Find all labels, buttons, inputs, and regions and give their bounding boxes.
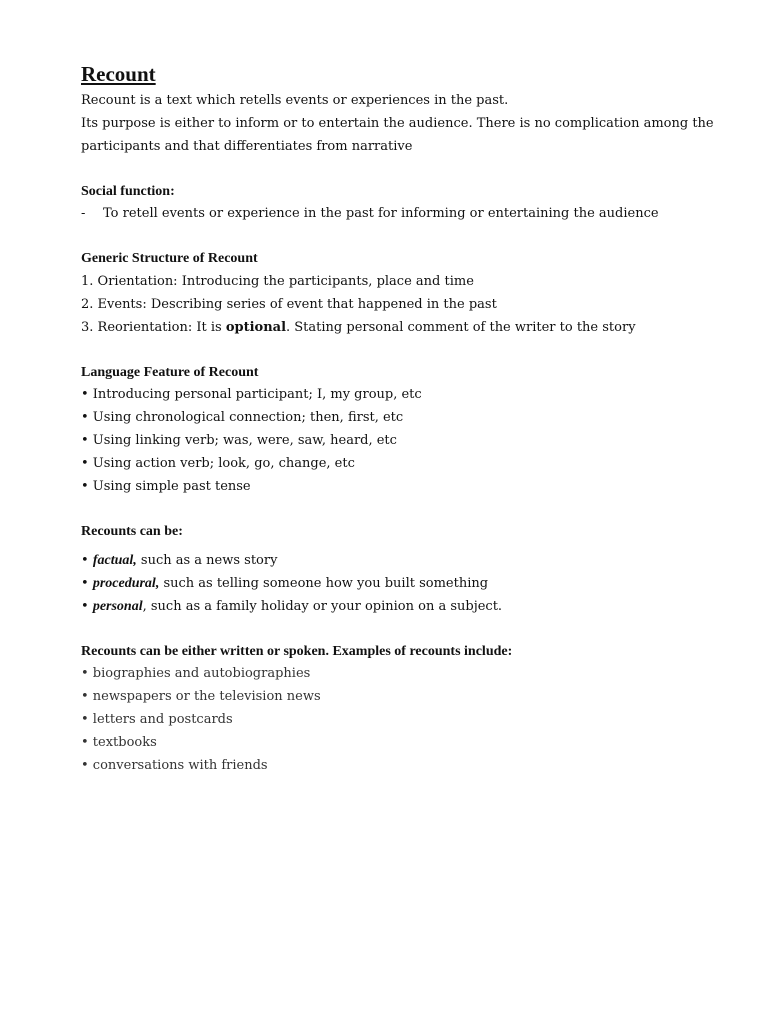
generic-structure-heading: Generic Structure of Recount — [81, 251, 258, 266]
recount-type-term: factual, — [92, 553, 137, 568]
recount-type-desc: , such as a family holiday or your opinion on a subject. — [142, 599, 503, 614]
recount-type-item — [81, 576, 488, 592]
dash-bullet: - — [81, 206, 86, 221]
bullet: • — [81, 553, 93, 568]
recount-type-term: procedural, — [92, 576, 160, 591]
recount-type-desc: such as a news story — [136, 553, 278, 568]
social-function-heading: Social function: — [81, 184, 175, 199]
recount-type-desc: such as telling someone how you built something — [159, 576, 489, 591]
language-feature-heading: Language Feature of Recount — [81, 365, 259, 380]
social-function-item — [81, 206, 659, 222]
recounts-can-be-heading: Recounts can be: — [81, 524, 183, 539]
recount-type-item — [81, 599, 502, 615]
example-item: • biographies and autobiographies — [81, 666, 311, 681]
examples-heading: Recounts can be either written or spoken. Examples of recounts include: — [81, 644, 513, 659]
structure-item-reorientation — [81, 320, 636, 336]
language-feature-item: • Using linking verb; was, were, saw, heard, etc — [81, 433, 397, 448]
bullet: • — [81, 576, 93, 591]
structure-item-events: 2. Events: Describing series of event that happened in the past — [81, 297, 497, 312]
example-item: • textbooks — [81, 735, 157, 750]
social-function-text: To retell events or experience in the past for informing or entertaining the audience — [103, 206, 659, 221]
reorientation-suffix: . Stating personal comment of the writer to the story — [286, 320, 636, 335]
language-feature-item: • Using simple past tense — [81, 479, 251, 494]
language-feature-item: • Introducing personal participant; I, my group, etc — [81, 387, 422, 402]
example-item: • newspapers or the television news — [81, 689, 321, 704]
example-item: • conversations with friends — [81, 758, 268, 773]
example-item: • letters and postcards — [81, 712, 233, 727]
recount-type-term: personal — [92, 599, 143, 614]
language-feature-item: • Using chronological connection; then, first, etc — [81, 410, 404, 425]
intro-line-2: Its purpose is either to inform or to entertain the audience. There is no complication among the — [81, 116, 714, 131]
optional-keyword: optional — [225, 320, 287, 335]
reorientation-prefix: 3. Reorientation: It is — [81, 320, 226, 335]
structure-item-orientation: 1. Orientation: Introducing the participants, place and time — [81, 274, 474, 289]
recount-type-item — [81, 553, 277, 569]
bullet: • — [81, 599, 93, 614]
page-title: Recount — [81, 62, 156, 86]
intro-line-1: Recount is a text which retells events or experiences in the past. — [81, 93, 509, 108]
intro-line-3: participants and that differentiates from narrative — [81, 139, 413, 154]
language-feature-item: • Using action verb; look, go, change, etc — [81, 456, 355, 471]
